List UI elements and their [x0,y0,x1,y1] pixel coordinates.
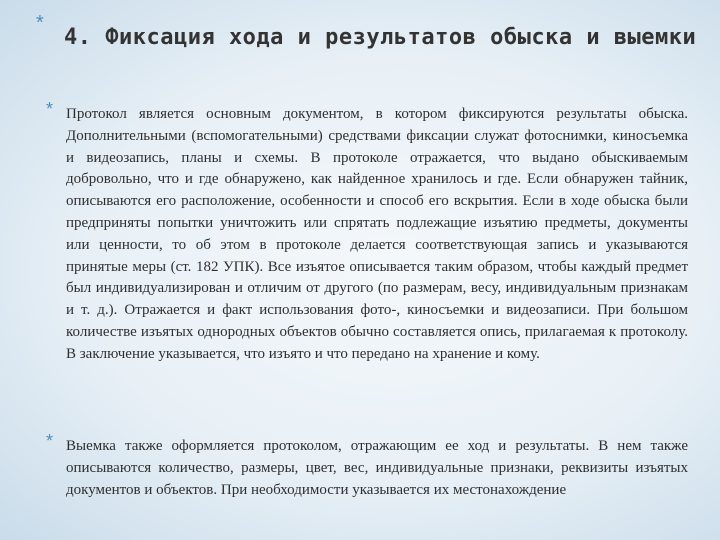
paragraph-seizure: Выемка также оформляется протоколом, отражающим ее ход и результаты. В нем также описываются количество, размеры, цвет, вес, индивидуальные признаки, реквизиты изъятых документов и объектов. При необходимости указывается их местонахождение [66,438,688,498]
title-bullet-icon: * [36,12,44,34]
bullet-icon: * [46,99,54,119]
bullet-icon: * [46,431,54,451]
paragraph-protocol: Протокол является основным документом, в котором фиксируются результаты обыска. Дополнительными (вспомогательными) средствами фиксации служат фотоснимки, киносъемка и видеозапись, планы и схемы. В протоколе отражается, что выдано обыскиваемым добровольно, что и где обнаружено, как найденное хранилось и где. Если обнаружен тайник, описываются его расположение, особенности и способ его вскрытия. Если в ходе обыска были предприняты попытки уничтожить или спрятать подлежащие изъятию предметы, документы или ценности, то об этом в протоколе делается соответствующая запись и указываются принятые меры (ст. 182 УПК). Все изъятое описывается таким образом, чтобы каждый предмет был индивидуализирован и отличим от другого (по размерам, весу, индивидуальным признакам и т. д.). Отражается и факт использования фото-, киносъемки и видеозаписи. При большом количестве изъятых однородных объектов обычно составляется опись, прилагаемая к протоколу. В заключение указывается, что изъято и что передано на хранение и кому. [66,106,688,362]
slide-title: 4. Фиксация хода и результатов обыска и выемки [64,25,697,50]
